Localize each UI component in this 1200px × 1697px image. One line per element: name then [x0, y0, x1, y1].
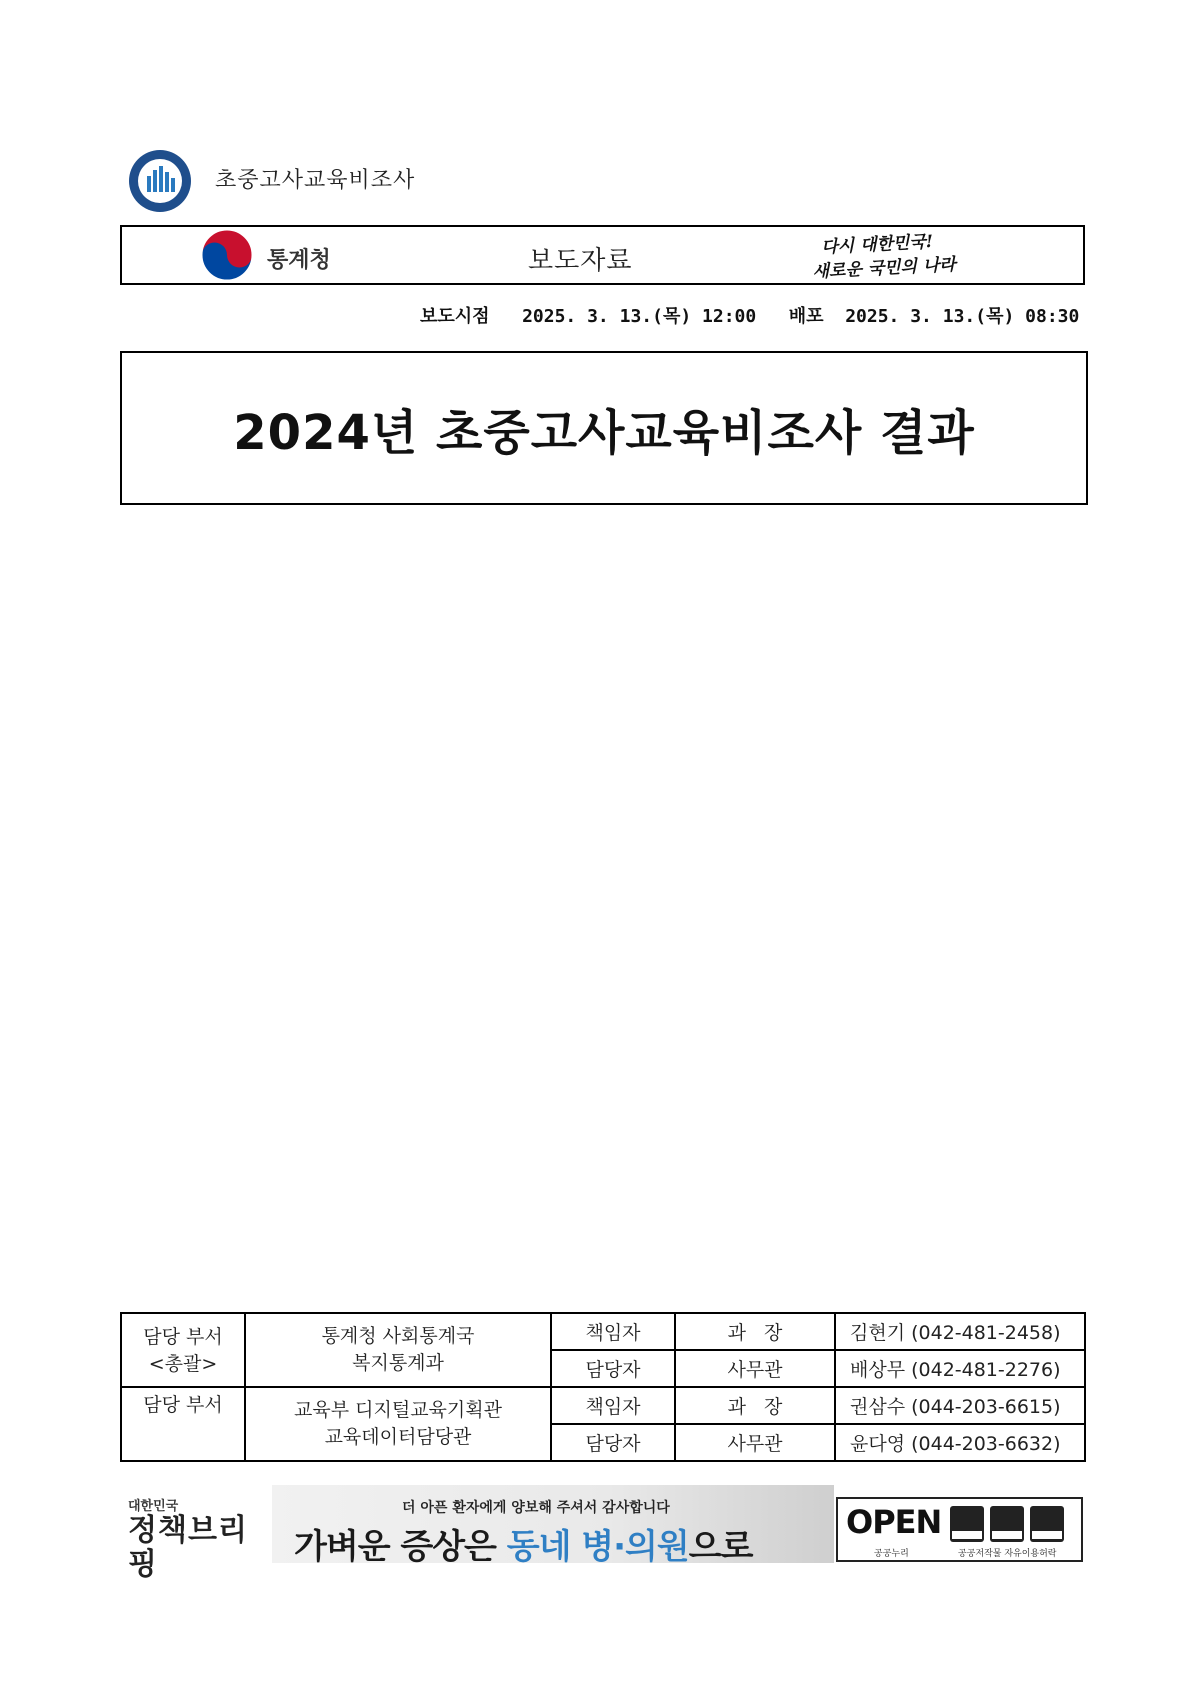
- org-cell: [245, 1387, 551, 1461]
- position-cell: 사무관: [675, 1350, 835, 1387]
- open-license-description: 공공저작물 자유이용허락: [958, 1549, 1057, 1559]
- position-cell: 과 장: [675, 1313, 835, 1350]
- release-info: [420, 302, 1079, 328]
- table-row: [121, 1313, 1085, 1350]
- org-name: 통계청: [267, 248, 331, 273]
- title-box: [120, 351, 1088, 505]
- dept-cell: [121, 1387, 245, 1461]
- release-time-label: 보도시점: [420, 306, 490, 327]
- commercial-use-icon: [990, 1506, 1024, 1542]
- role-cell: 담당자: [551, 1350, 675, 1387]
- org-line: 복지통계과: [352, 1352, 444, 1374]
- role-cell: 담당자: [551, 1424, 675, 1461]
- banner-headline: [294, 1519, 752, 1568]
- release-time-value: 2025. 3. 13.(목) 12:00: [522, 306, 757, 327]
- survey-name: 초중고사교육비조사: [215, 168, 416, 193]
- document-title: 2024년 초중고사교육비조사 결과: [233, 404, 975, 461]
- role-cell: 책임자: [551, 1313, 675, 1350]
- national-statistics-emblem-icon: [127, 148, 193, 214]
- position-cell: 사무관: [675, 1424, 835, 1461]
- distribution-value: 2025. 3. 13.(목) 08:30: [845, 306, 1080, 327]
- distribution-label: 배포: [788, 306, 824, 327]
- dept-label: 담당 부서: [143, 1394, 223, 1416]
- org-line: 교육데이터담당관: [324, 1426, 472, 1448]
- no-derivatives-icon: [1030, 1506, 1064, 1542]
- campaign-banner[interactable]: [272, 1485, 834, 1567]
- banner-headline-part: 으로: [688, 1527, 753, 1567]
- dept-sub-label: <총괄>: [148, 1353, 218, 1375]
- person-cell: 김현기 (042-481-2458): [835, 1313, 1085, 1350]
- brief-big-label: 정책브리핑: [128, 1513, 248, 1582]
- person-cell: 권삼수 (044-203-6615): [835, 1387, 1085, 1424]
- banner-headline-highlight: 동네 병·의원: [506, 1527, 689, 1567]
- slogan-line-2: 새로운 국민의 나라: [812, 254, 957, 283]
- dept-cell: [121, 1313, 245, 1387]
- dept-label: 담당 부서: [143, 1326, 223, 1348]
- person-cell: 배상무 (042-481-2276): [835, 1350, 1085, 1387]
- attribution-icon: [950, 1506, 984, 1542]
- policy-briefing-logo[interactable]: [128, 1495, 258, 1582]
- open-license-sub: 공공누리: [874, 1549, 909, 1559]
- government-slogan: [812, 224, 1044, 289]
- open-license-word: OPEN: [846, 1503, 942, 1541]
- press-release-label: 보도자료: [528, 246, 633, 276]
- org-line: 통계청 사회통계국: [321, 1325, 475, 1347]
- person-cell: 윤다영 (044-203-6632): [835, 1424, 1085, 1461]
- banner-subtitle: 더 아픈 환자에게 양보해 주셔서 감사합니다: [402, 1500, 670, 1516]
- banner-headline-part: 가벼운 증상은: [294, 1527, 507, 1567]
- slogan-line-1: 다시 대한민국!: [820, 231, 934, 258]
- position-cell: 과 장: [675, 1387, 835, 1424]
- brief-small-label: 대한민국: [128, 1499, 179, 1514]
- taegeuk-logo-icon: [200, 228, 254, 282]
- contact-table: [120, 1312, 1086, 1462]
- org-line: 교육부 디지털교육기획관: [294, 1399, 502, 1421]
- org-cell: [245, 1313, 551, 1387]
- role-cell: 책임자: [551, 1387, 675, 1424]
- table-row: [121, 1387, 1085, 1424]
- kogl-open-license[interactable]: [836, 1497, 1083, 1562]
